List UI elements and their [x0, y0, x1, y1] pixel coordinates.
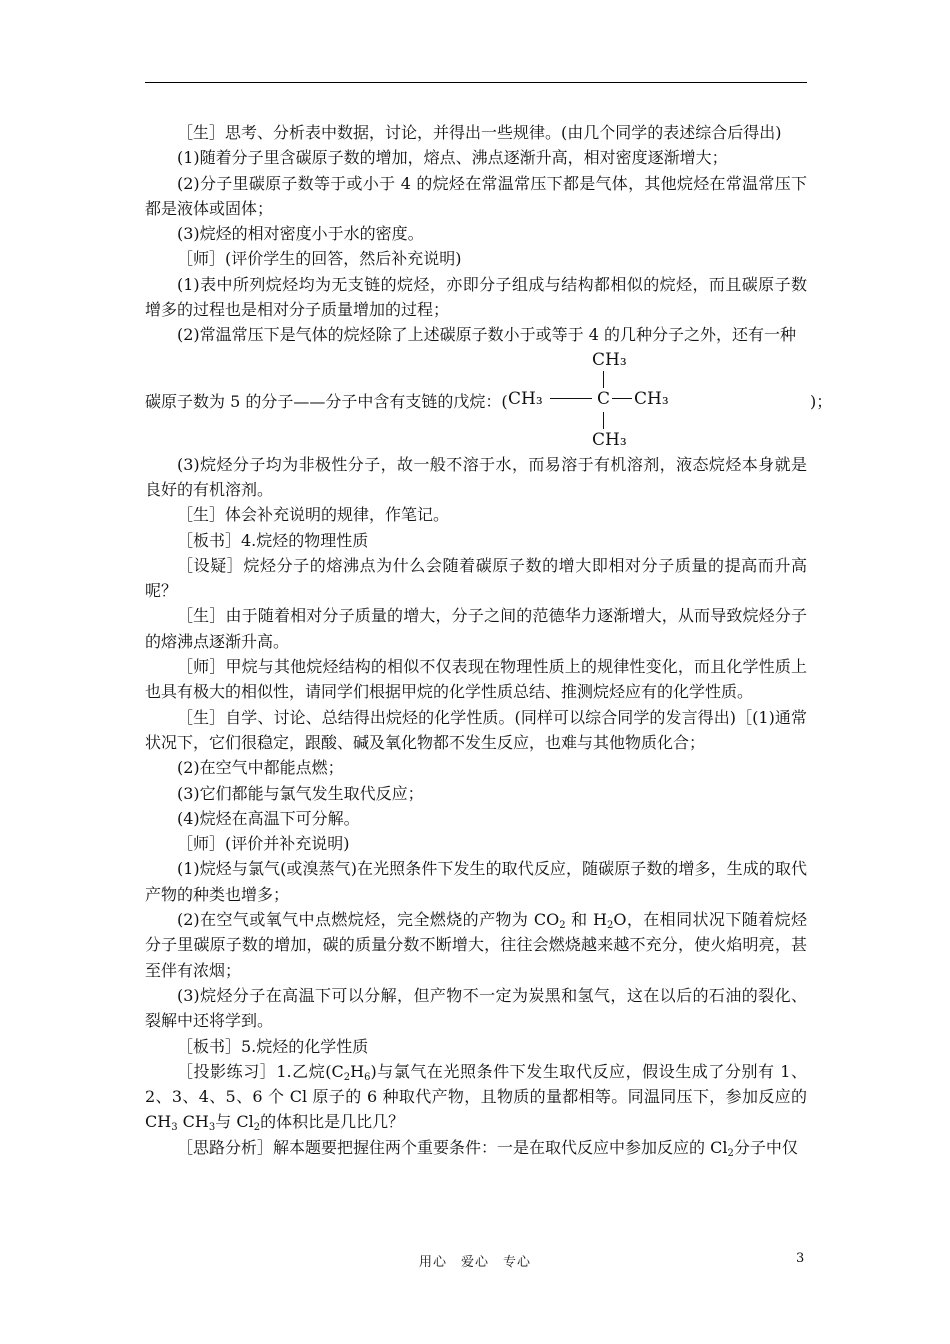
paragraph: ［生］体会补充说明的规律，作笔记。: [177, 505, 450, 525]
paragraph: (3)烷烃分子均为非极性分子，故一般不溶于水，而易溶于有机溶剂，液态烷烃本身就是良好的有机溶剂。: [145, 454, 807, 499]
paragraph: ［设疑］烷烃分子的熔沸点为什么会随着碳原子数的增大即相对分子质量的提高而升高呢？: [145, 555, 807, 601]
formula-lead-text: 碳原子数为 5 的分子——分子中含有支链的戊烷：(: [145, 391, 508, 411]
paragraph: ［板书］4.烷烃的物理性质: [177, 530, 369, 550]
subscript: 3: [208, 1122, 216, 1134]
text-run: (2)在空气或氧气中点燃烷烃，完全燃烧的产物为 CO: [177, 910, 560, 930]
paragraph: (2)常温常压下是气体的烷烃除了上述碳原子数小于或等于 4 的几种分子之外，还有一种: [177, 325, 797, 345]
text-run: O，在相同状况下随着烷烃分子里碳原子数的增加，碳的质量分数不断增大，往往会燃烧越来越不充分，使火焰明亮，甚至伴有浓烟；: [145, 910, 807, 980]
text-run: 的体积比是几比几？: [260, 1112, 405, 1132]
paragraph-exercise: [145, 1059, 807, 1135]
structure-bond-top: [603, 371, 604, 388]
text-run: )与氯气在光照条件下发生取代反应，假设生成了分别有 1、2、3、4、5、6 个 Cl 原子的 6 种取代产物，且物质的量都相等。同温同压下，参加反应的 CH: [145, 1061, 807, 1132]
subscript: 2: [343, 1071, 351, 1083]
text-run: ［投影练习］1.乙烷(C: [177, 1061, 344, 1081]
subscript: 2: [559, 920, 566, 932]
paragraph: (3)烷烃的相对密度小于水的密度。: [177, 224, 424, 244]
paragraph: ［板书］5.烷烃的化学性质: [177, 1036, 369, 1056]
neopentane-formula-line: [145, 348, 833, 452]
subscript: 2: [253, 1122, 261, 1134]
page-number: 3: [796, 1251, 805, 1266]
text-run: H: [350, 1061, 365, 1081]
paragraph-analysis: [145, 1135, 807, 1160]
paragraph: ［师］(评价并补充说明): [177, 834, 350, 854]
header-rule: [145, 82, 807, 83]
text-run: 分子中仅: [733, 1137, 798, 1157]
structure-bottom-group: CH₃: [592, 429, 627, 450]
text-run: 与 Cl: [215, 1112, 254, 1132]
paragraph: (4)烷烃在高温下可分解。: [177, 808, 360, 828]
text-run: CH: [177, 1112, 209, 1132]
paragraph: (2)分子里碳原子数等于或小于 4 的烷烃在常温常压下都是气体，其他烷烃在常温常压下都是液体或固体；: [145, 173, 807, 218]
paragraph: (3)它们都能与氯气发生取代反应；: [177, 783, 424, 803]
structure-bond-right: [612, 398, 632, 399]
page-body: [145, 120, 833, 1160]
paragraph: (1)随着分子里含碳原子数的增加，熔点、沸点逐渐升高，相对密度逐渐增大；: [177, 148, 728, 168]
structure-top-group: CH₃: [592, 349, 627, 370]
neopentane-structure: [508, 348, 688, 452]
paragraph: ［师］(评价学生的回答，然后补充说明): [177, 249, 462, 269]
footer-motto: 用心 爱心 专心: [418, 1255, 531, 1270]
structure-bond-left: [550, 398, 592, 399]
formula-tail-text: )；: [810, 391, 833, 411]
text-run: 和 H: [565, 910, 607, 930]
paragraph-combustion: [145, 907, 807, 983]
paragraph: (1)表中所列烷烃均为无支链的烷烃，亦即分子组成与结构都相似的烷烃，而且碳原子数增多的过程也是相对分子质量增加的过程；: [145, 274, 807, 320]
paragraph: ［生］自学、讨论、总结得出烷烃的化学性质。(同样可以综合同学的发言得出)［(1)通常状况下，它们很稳定，跟酸、碱及氧化物都不发生反应，也难与其他物质化合；: [145, 707, 807, 752]
paragraph: (3)烷烃分子在高温下可以分解，但产物不一定为炭黑和氢气，这在以后的石油的裂化、裂解中还将学到。: [145, 985, 807, 1031]
paragraph: (2)在空气中都能点燃；: [177, 758, 344, 778]
subscript: 2: [606, 920, 614, 932]
subscript: 3: [171, 1122, 178, 1134]
subscript: 6: [364, 1071, 371, 1083]
subscript: 2: [727, 1147, 734, 1159]
structure-bond-bottom: [603, 412, 604, 429]
paragraph: ［生］由于随着相对分子质量的增大，分子之间的范德华力逐渐增大，从而导致烷烃分子的熔沸点逐渐升高。: [145, 606, 807, 651]
paragraph: ［生］思考、分析表中数据，讨论，并得出一些规律。(由几个同学的表述综合后得出): [177, 123, 782, 142]
text-run: ［思路分析］解本题要把握住两个重要条件：一是在取代反应中参加反应的 Cl: [177, 1137, 728, 1157]
structure-center-atom: C: [597, 388, 611, 409]
paragraph: ［师］甲烷与其他烷烃结构的相似不仅表现在物理性质上的规律性变化，而且化学性质上也具有极大的相似性，请同学们根据甲烷的化学性质总结、推测烷烃应有的化学性质。: [145, 657, 807, 702]
paragraph: (1)烷烃与氯气(或溴蒸气)在光照条件下发生的取代反应，随碳原子数的增多，生成的取代产物的种类也增多；: [145, 859, 807, 904]
structure-right-group: CH₃: [634, 388, 669, 409]
structure-left-group: CH₃: [508, 388, 543, 409]
